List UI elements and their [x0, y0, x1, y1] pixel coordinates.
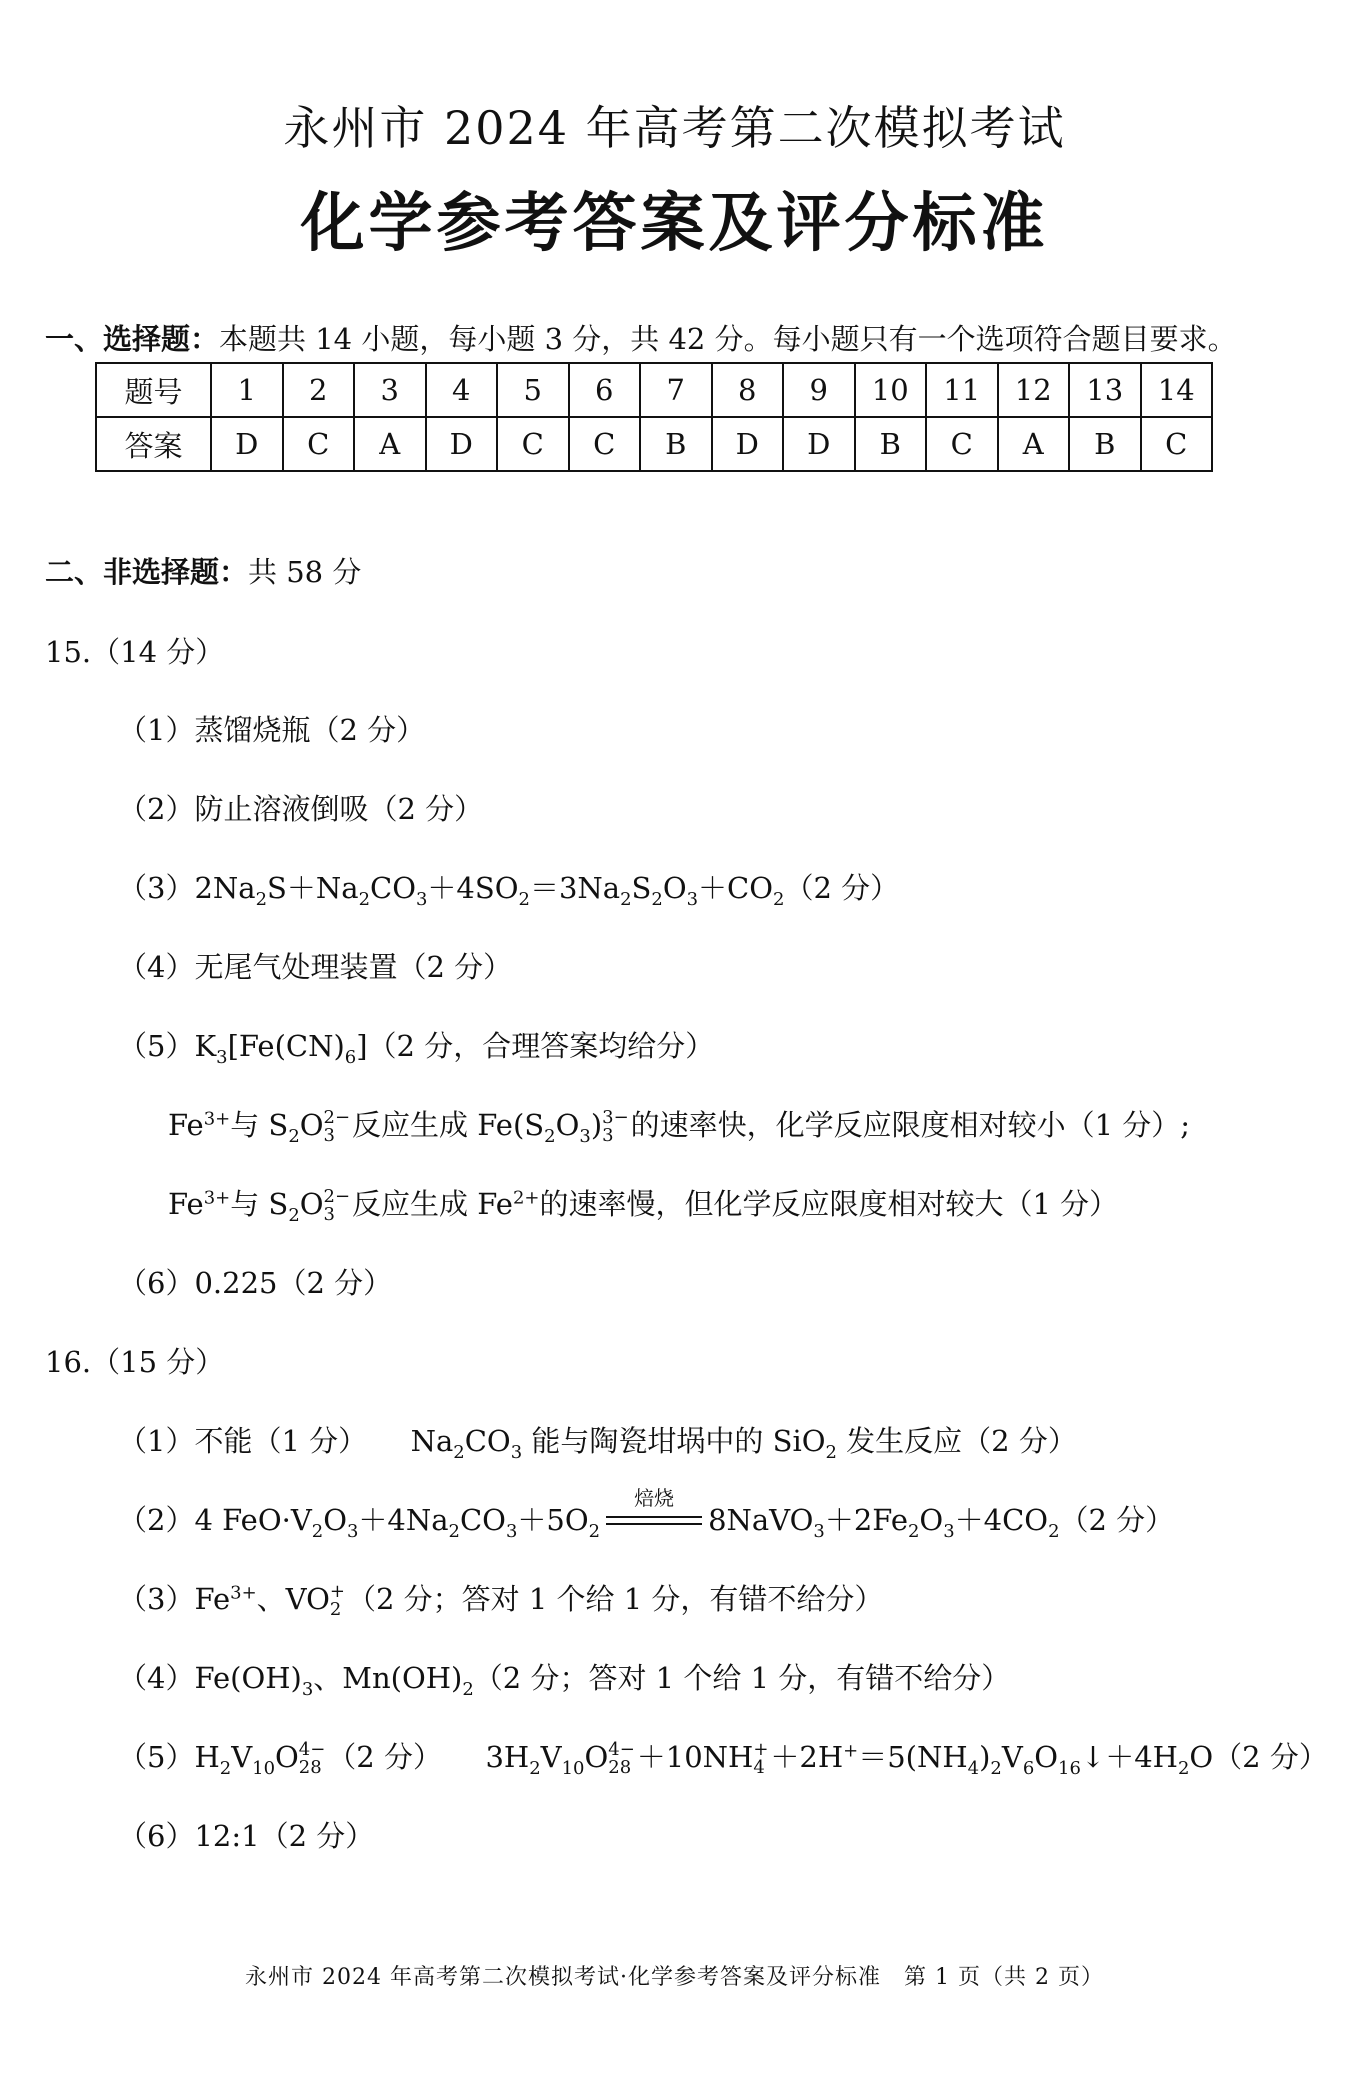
- page-footer: 永州市 2024 年高考第二次模拟考试·化学参考答案及评分标准 第 1 页（共 2 页）: [245, 1965, 1104, 1990]
- question-number-row: [96, 363, 1212, 417]
- q15-part5: $(5)K_3[Fe(CN)_6](2$ 分，合理答案均给分）: [118, 1029, 715, 1068]
- question-number: 4: [426, 363, 498, 417]
- question-number: 3: [354, 363, 426, 417]
- answer-cell: C: [1141, 417, 1213, 471]
- q16-title: 16.（15 分）: [45, 1345, 225, 1379]
- answer-cell: B: [1069, 417, 1141, 471]
- answer-cell: D: [783, 417, 855, 471]
- q15-title: 15.（14 分）: [45, 635, 225, 669]
- question-number: 7: [640, 363, 712, 417]
- section2-label: 二、非选择题：: [45, 555, 249, 589]
- question-number: 11: [926, 363, 998, 417]
- q15-part4: （4）无尾气处理装置（2 分）: [118, 950, 513, 984]
- reaction-condition: 焙烧: [606, 1512, 702, 1532]
- q16-part5: $(5)H_2V_{10}O$ 4− 28 （2 分） $3H_2V_{10}O$ 4− 28 ＋10NH + 4 $+2H^+=5(NH_4)_2V_6O_{16}↓+4H_2O(2$ 分）: [118, 1739, 1328, 1779]
- q15-part1: （1）蒸馏烧瓶（2 分）: [118, 713, 426, 747]
- row-header-question: 题号: [96, 363, 211, 417]
- answer-cell: B: [640, 417, 712, 471]
- q16-part2: （2）4 $FeO\cdot V_2O_3+4Na_2CO_3+5O_2$ 焙烧 $8NaVO_3+2Fe_2O_3+4CO_2(2$ 分）: [118, 1486, 1175, 1542]
- q15-part5-explanation-2: $Fe^{3+}$与 $S_2O$ 2− 3 反应生成 $Fe^{2+}$的速率慢，但化学反应限度相对较大（1 分）: [168, 1186, 1119, 1226]
- q15-part2: （2）防止溶液倒吸（2 分）: [118, 792, 484, 826]
- q15-part3: $(3)2Na_2S+Na_2CO_3+4SO_2=3Na_2S_2O_3+CO_2(2$ 分）: [118, 871, 900, 910]
- answer-cell: D: [211, 417, 283, 471]
- q16-part3: $(3)Fe^{3+}$、VO + 2 （2 分；答对 1 个给 1 分，有错不给分）: [118, 1581, 884, 1620]
- question-number: 1: [211, 363, 283, 417]
- question-number: 14: [1141, 363, 1213, 417]
- answer-cell: C: [497, 417, 569, 471]
- section1-label: 一、选择题：: [45, 322, 220, 356]
- q15-part6: （6）0.225（2 分）: [118, 1266, 393, 1300]
- answer-row: [96, 417, 1212, 471]
- section1-desc: 本题共 14 小题，每小题 3 分，共 42 分。每小题只有一个选项符合题目要求。: [219, 322, 1237, 356]
- section2-desc: 共 58 分: [248, 555, 362, 589]
- question-number: 2: [283, 363, 355, 417]
- answer-cell: D: [712, 417, 784, 471]
- answer-cell: C: [283, 417, 355, 471]
- answer-cell: C: [569, 417, 641, 471]
- question-number: 10: [855, 363, 927, 417]
- q16-part6: （6）12:1（2 分）: [118, 1819, 375, 1853]
- answer-cell: C: [926, 417, 998, 471]
- answer-table: [95, 362, 1213, 472]
- document-title: 化学参考答案及评分标准: [300, 187, 1049, 261]
- question-number: 13: [1069, 363, 1141, 417]
- question-number: 6: [569, 363, 641, 417]
- question-number: 5: [497, 363, 569, 417]
- question-number: 12: [998, 363, 1070, 417]
- answer-cell: D: [426, 417, 498, 471]
- exam-title: 永州市 2024 年高考第二次模拟考试: [283, 101, 1066, 155]
- answer-cell: A: [998, 417, 1070, 471]
- section1-heading: [45, 317, 1237, 358]
- row-header-answer: 答案: [96, 417, 211, 471]
- question-number: 8: [712, 363, 784, 417]
- answer-cell: A: [354, 417, 426, 471]
- q16-part1: （1）不能（1 分） $Na_2CO_3$ 能与陶瓷坩埚中的 SiO$_2$ 发生反应（2 分）: [118, 1424, 1077, 1463]
- q15-part5-explanation-1: $Fe^{3+}$与 $S_2O$ 2− 3 反应生成 $Fe(S_2O_3)$ 3− 3 的速率快，化学反应限度相对较小（1 分）;: [168, 1107, 1191, 1147]
- section2-heading: [45, 550, 361, 591]
- answer-cell: B: [855, 417, 927, 471]
- q16-part4: $(4)Fe(OH)_3$、$Mn(OH)_2(2$ 分；答对 1 个给 1 分，有错不给分）: [118, 1661, 1011, 1700]
- question-number: 9: [783, 363, 855, 417]
